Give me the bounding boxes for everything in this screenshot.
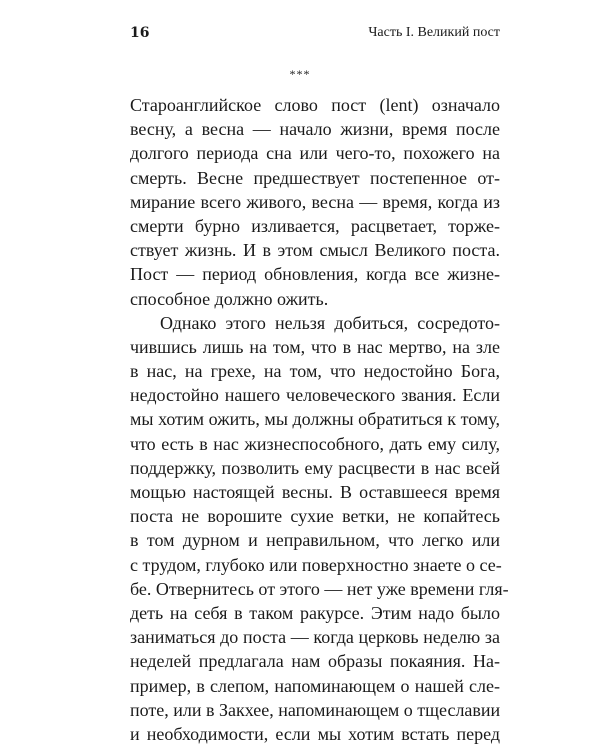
body-text: [130, 93, 509, 746]
text-line: смерть. Весне предшествует постепенное от-: [130, 167, 500, 188]
paragraph-2: [130, 311, 509, 746]
text-line: с трудом, глубоко или поверхностно знаете о се-: [130, 554, 502, 575]
text-line: смерти бурно изливается, расцветает, торже-: [130, 215, 500, 236]
text-line: чившись лишь на том, что в нас мертво, на зле: [130, 336, 500, 357]
text-line: поста не ворошите сухие ветки, не копайтесь: [130, 506, 500, 527]
text-line: мы хотим ожить, мы должны обратиться к тому,: [130, 409, 500, 430]
text-line: ствует жизнь. И в этом смысл Великого поста.: [130, 240, 500, 261]
section-separator: ***: [289, 67, 311, 81]
text-line: в нас, на грехе, на том, что недостойно Бога,: [130, 361, 500, 382]
text-line: Староанглийское слово пост (lent) означало: [130, 95, 500, 115]
text-line: мирание всего живого, весна — время, когда из: [130, 191, 500, 212]
text-line: поте, или в Закхее, напоминающем о тщеславии: [130, 699, 501, 720]
text-line: деть на себя в таком ракурсе. Этим надо было: [130, 602, 500, 623]
text-line: в том дурном и неправильном, что легко или: [130, 530, 500, 551]
page-header: [130, 22, 500, 44]
text-line: заниматься до поста — когда церковь неделю за: [130, 627, 500, 648]
text-line: Пост — период обновления, когда все жизне-: [130, 264, 500, 285]
page-number: 16: [130, 25, 150, 41]
text-line: мощью настоящей весны. В оставшееся время: [130, 482, 500, 502]
text-line: что есть в нас жизнеспособного, дать ему силу,: [130, 433, 500, 454]
text-line: бе. Отвернитесь от этого — нет уже времени гля-: [130, 578, 509, 599]
text-line: способное должно ожить.: [130, 288, 329, 309]
paragraph-1: [130, 93, 500, 311]
text-line: Однако этого нельзя добиться, сосредото-: [160, 312, 500, 333]
text-line: пример, в слепом, напоминающем о нашей сле-: [130, 675, 500, 696]
running-head: Часть I. Великий пост: [368, 25, 500, 40]
text-line: долгого периода сна или чего-то, похожего на: [130, 143, 500, 164]
text-line: весну, а весна — начало жизни, время после: [130, 119, 500, 140]
text-line: недостойно нашего человеческого звания. Если: [130, 385, 500, 406]
text-line: поддержку, позволить ему расцвести в нас всей: [130, 457, 500, 478]
text-line: и необходимости, если мы хотим встать перед: [130, 723, 500, 744]
text-line: неделей предлагала нам образы покаяния. На-: [130, 651, 500, 672]
